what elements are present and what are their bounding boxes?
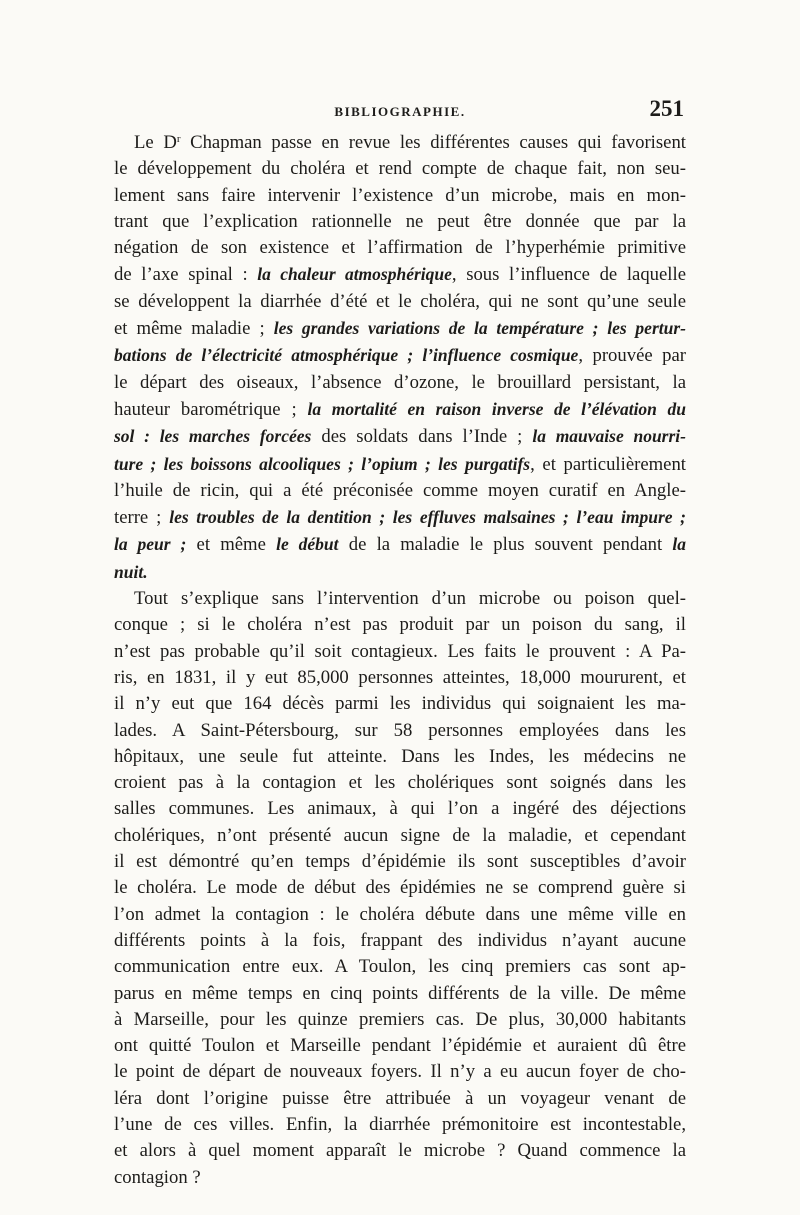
text-run: et alors à quel moment apparaît le microbe ? Quand commence la <box>114 1140 686 1162</box>
text-run: l’huile de ricin, qui a été préconisée comme moyen curatif en Angle- <box>114 479 686 501</box>
text-line <box>114 665 686 691</box>
text-run: n’est pas probable qu’il soit contagieux. Les faits le prouvent : A Pa- <box>114 640 686 662</box>
text-run: , prouvée par <box>578 345 686 367</box>
text-run: Tout s’explique sans l’intervention d’un microbe ou poison quel- <box>134 588 686 610</box>
text-run: hauteur barométrique ; <box>114 398 308 420</box>
text-line <box>114 478 686 504</box>
text-run: trant que l’explication rationnelle ne peut être donnée que par la <box>114 210 686 232</box>
text-run: de la maladie le plus souvent pendant <box>338 534 673 556</box>
text-run: différents points à la fois, frappant des individus n’ayant aucune <box>114 929 686 951</box>
text-line <box>114 1033 686 1059</box>
text-run: salles communes. Les animaux, à qui l’on a ingéré des déjections <box>114 798 686 820</box>
text-run: croient pas à la contagion et les cholériques sont soignés dans les <box>114 772 686 794</box>
text-line <box>114 639 686 665</box>
italic-phrase: ture ; les boissons alcooliques ; l’opium ; les purgatifs <box>114 453 531 474</box>
text-run: hôpitaux, une seule fut atteinte. Dans les Indes, les médecins ne <box>114 745 686 767</box>
italic-phrase: sol : les marches forcées <box>114 426 312 447</box>
text-line <box>114 1007 686 1033</box>
text-run: Le D <box>134 132 177 153</box>
text-run: le choléra. Le mode de début des épidémies ne se comprend guère si <box>114 877 686 899</box>
italic-phrase: bations de l’électricité atmosphérique ; l’influence cosmique <box>114 345 579 366</box>
text-line <box>114 954 686 980</box>
text-run: des soldats dans l’Inde ; <box>311 426 533 448</box>
text-run: cholériques, n’ont présenté aucun signe de la maladie, et cependant <box>114 824 686 846</box>
text-line <box>114 370 686 396</box>
text-run: parus en même temps en cinq points différents de la ville. De même <box>114 982 686 1004</box>
paragraph <box>114 130 686 586</box>
text-line <box>114 235 686 261</box>
italic-phrase: la mortalité en raison inverse de l’élévation du <box>307 398 686 419</box>
text-line <box>114 796 686 822</box>
text-line <box>114 1059 686 1085</box>
text-line <box>114 315 686 342</box>
page-body <box>114 130 686 1191</box>
text-line <box>114 559 686 586</box>
text-line <box>114 156 686 182</box>
text-line <box>114 718 686 744</box>
italic-phrase: la peur ; <box>114 534 187 555</box>
text-run: ont quitté Toulon et Marseille pendant l’épidémie et auraient dû être <box>114 1035 686 1057</box>
text-line <box>114 849 686 875</box>
text-run: léra dont l’origine puisse être attribuée à un voyageur venant de <box>114 1087 686 1109</box>
text-line <box>114 1165 686 1191</box>
text-run: ris, en 1831, il y eut 85,000 personnes atteintes, 18,000 moururent, et <box>114 666 686 688</box>
text-run: lement sans faire intervenir l’existence d’un microbe, mais en mon- <box>114 184 686 206</box>
text-run: lades. A Saint-Pétersbourg, sur 58 personnes employées dans les <box>114 719 686 741</box>
text-run: contagion ? <box>114 1166 201 1188</box>
text-run: de l’axe spinal : <box>114 264 258 286</box>
text-run: l’on admet la contagion : le choléra débute dans une même ville en <box>114 903 686 925</box>
text-run: , et particulièrement <box>530 453 686 475</box>
text-line <box>114 261 686 288</box>
text-run: il n’y eut que 164 décès parmi les individus qui soignaient les ma- <box>114 693 686 715</box>
text-line <box>114 612 686 638</box>
text-run: l’une de ces villes. Enfin, la diarrhée prémonitoire est incontestable, <box>114 1113 686 1135</box>
text-line <box>114 823 686 849</box>
text-line <box>114 928 686 954</box>
text-line <box>114 504 686 531</box>
text-line <box>114 902 686 928</box>
text-run: et même maladie ; <box>114 318 274 340</box>
italic-phrase: les grandes variations de la température ; les pertur- <box>273 318 686 339</box>
text-run: le développement du choléra et rend compte de chaque fait, non seu- <box>114 158 686 180</box>
text-line <box>114 586 686 612</box>
text-run: se développent la diarrhée d’été et le choléra, qui ne sont qu’une seule <box>114 290 686 312</box>
text-run: , sous l’influence de laquelle <box>451 264 686 286</box>
text-line <box>114 1086 686 1112</box>
text-run: terre ; <box>114 507 170 529</box>
running-title: BIBLIOGRAPHIE. <box>334 104 466 119</box>
italic-phrase: la chaleur atmosphérique <box>257 264 452 285</box>
italic-phrase: les troubles de la dentition ; les effluves malsaines ; l’eau impure ; <box>169 507 687 528</box>
text-line <box>114 1138 686 1164</box>
text-line <box>114 451 686 478</box>
italic-phrase: le début <box>276 534 339 555</box>
text-line <box>114 875 686 901</box>
text-run: et même <box>186 534 277 556</box>
text-line <box>114 130 686 156</box>
paragraph <box>114 586 686 1191</box>
text-line <box>114 183 686 209</box>
text-run: le départ des oiseaux, l’absence d’ozone, le brouillard persistant, la <box>114 371 686 393</box>
text-run: le point de départ de nouveaux foyers. Il n’y a eu aucun foyer de cho- <box>114 1061 686 1083</box>
page-number: 251 <box>649 96 684 121</box>
text-line <box>114 744 686 770</box>
text-line <box>114 1112 686 1138</box>
text-run: négation de son existence et l’affirmation de l’hyperhémie primitive <box>114 237 686 259</box>
italic-phrase: la mauvaise nourri- <box>532 426 686 447</box>
text-line <box>114 396 686 423</box>
text-line <box>114 531 686 558</box>
text-run: conque ; si le choléra n’est pas produit par un poison du sang, il <box>114 614 686 636</box>
text-run: à Marseille, pour les quinze premiers cas. De plus, 30,000 habitants <box>114 1008 686 1030</box>
text-run: il est démontré qu’en temps d’épidémie ils sont susceptibles d’avoir <box>114 851 686 873</box>
text-line <box>114 289 686 315</box>
text-run: Chapman passe en revue les différentes causes qui favorisent <box>180 132 686 153</box>
text-run: communication entre eux. A Toulon, les cinq premiers cas sont ap- <box>114 956 686 978</box>
page-header <box>114 96 686 126</box>
text-line <box>114 981 686 1007</box>
italic-phrase: la <box>672 534 687 555</box>
text-line <box>114 770 686 796</box>
text-line <box>114 691 686 717</box>
text-line <box>114 342 686 369</box>
text-line <box>114 423 686 450</box>
italic-phrase: nuit. <box>114 561 148 582</box>
superscript: r <box>176 133 181 145</box>
text-line <box>114 209 686 235</box>
